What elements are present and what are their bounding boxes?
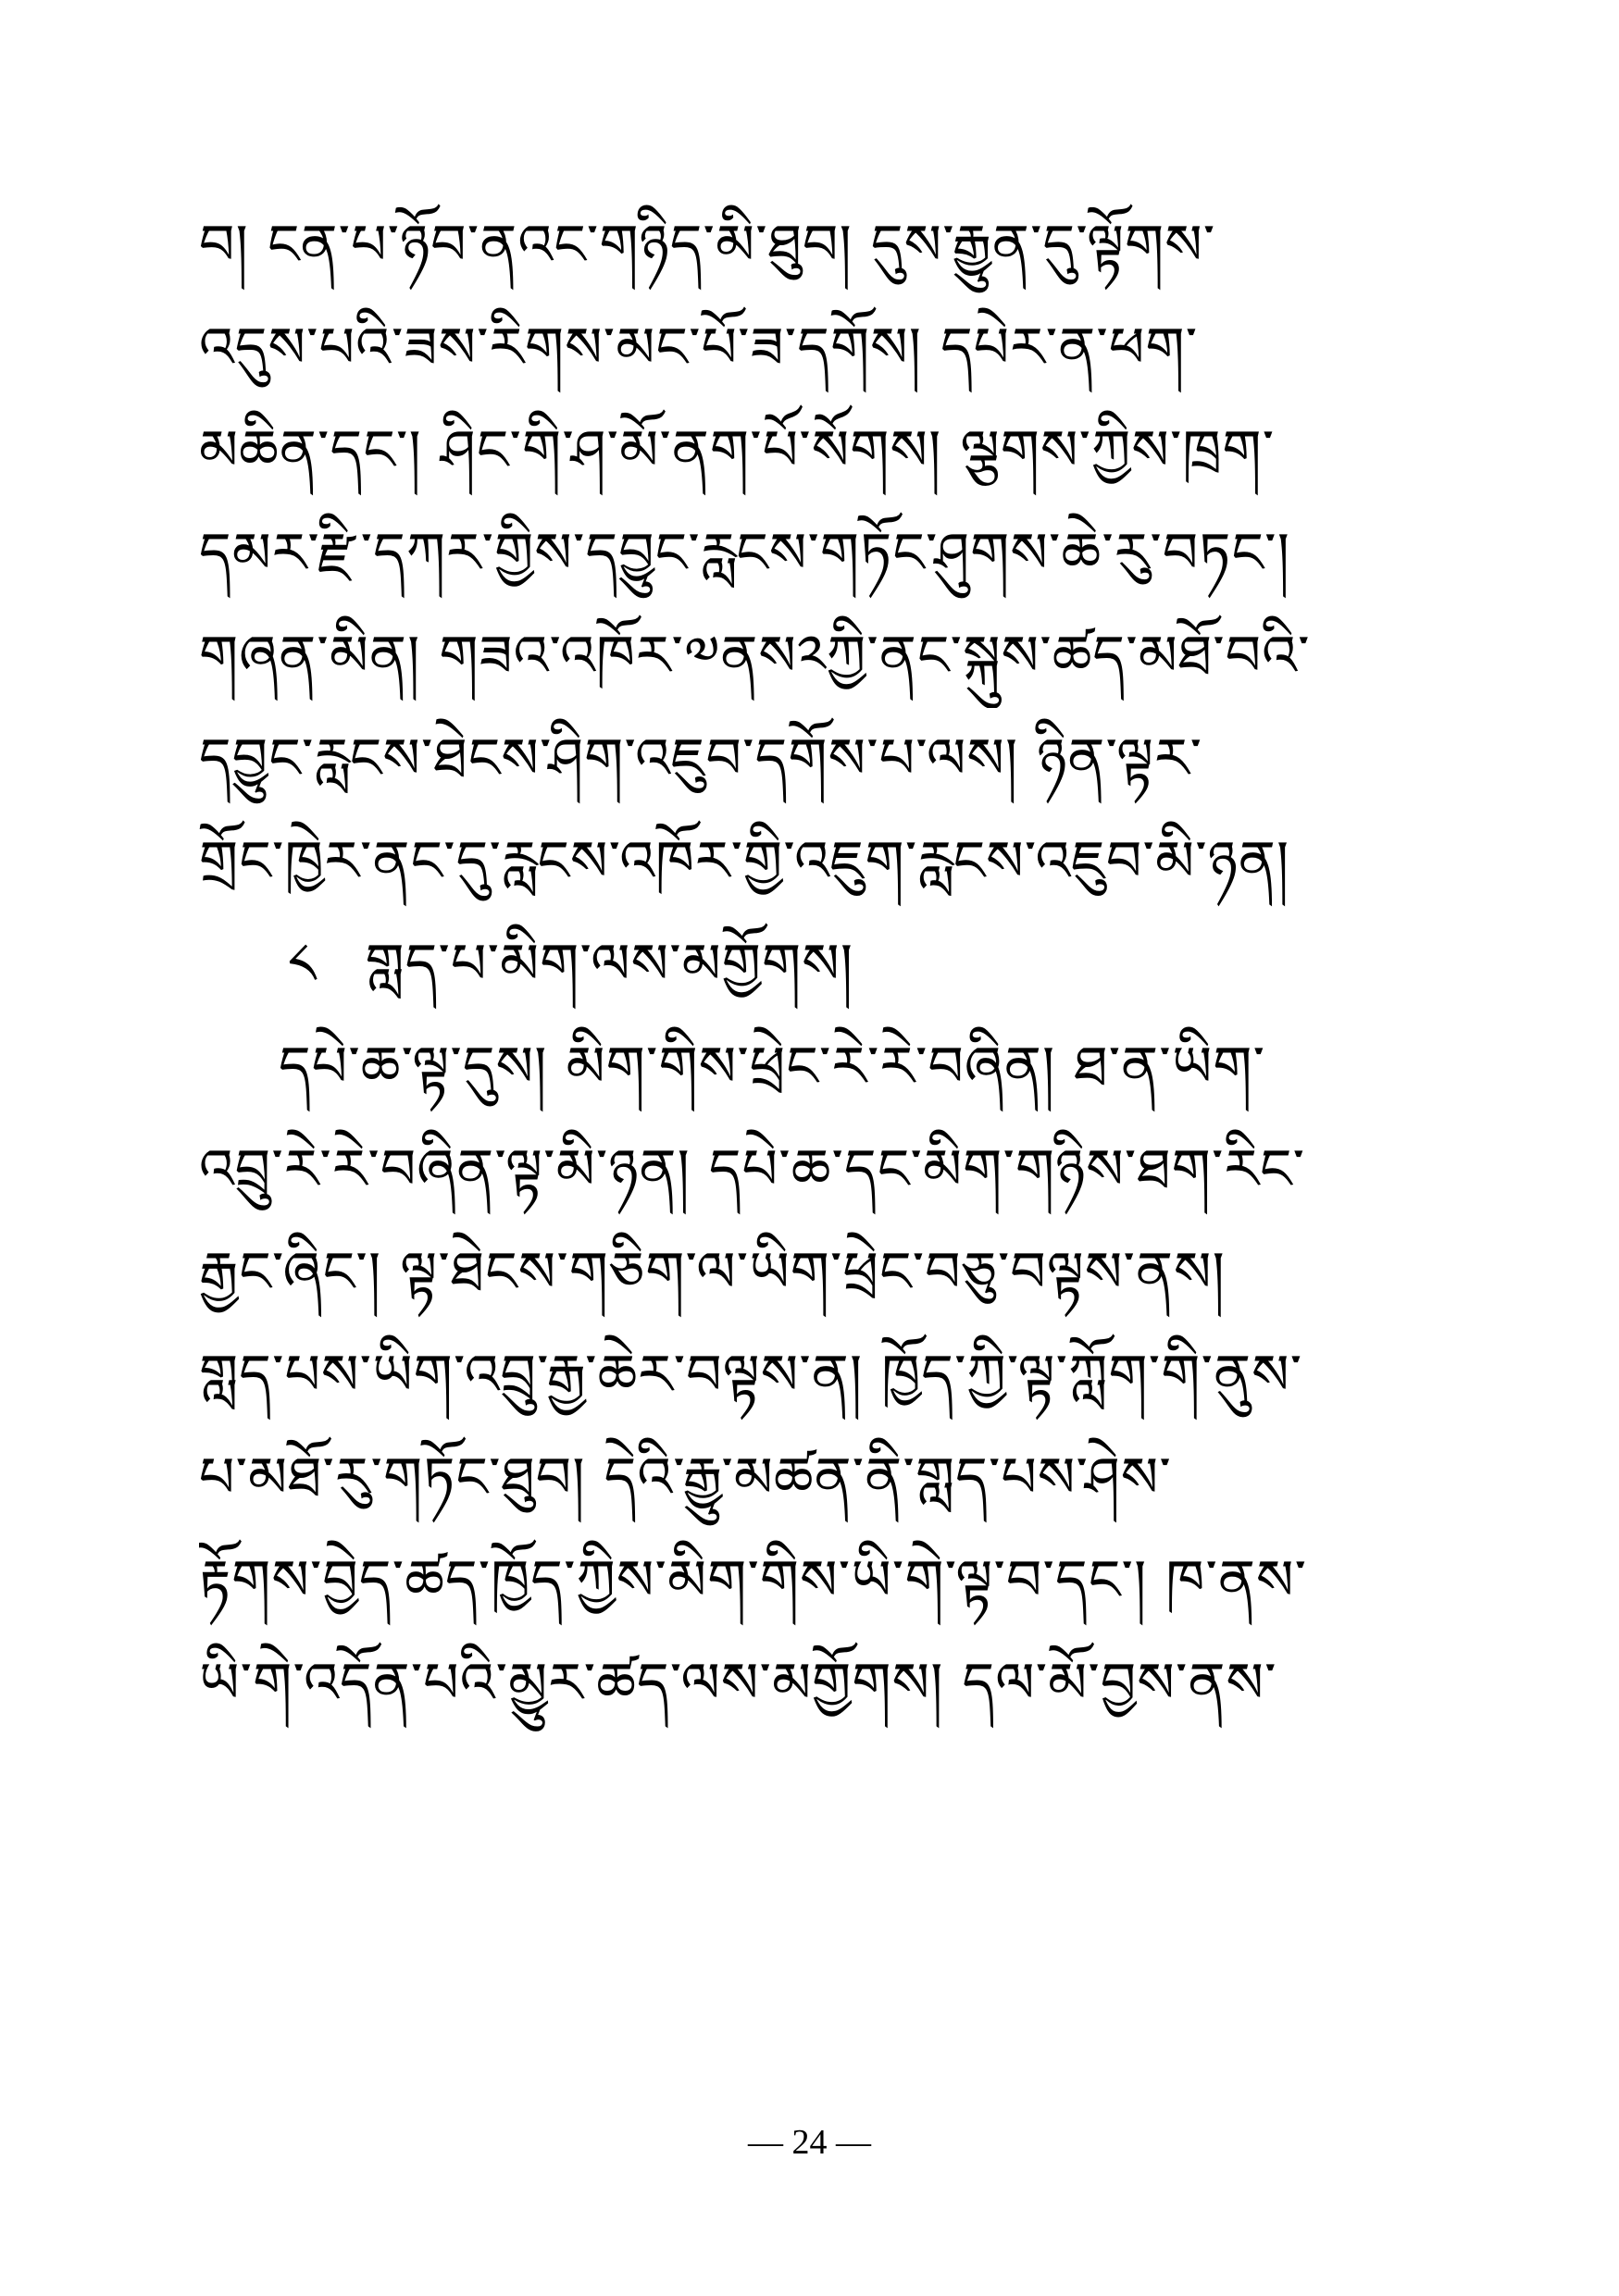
text-line: གླད་པས་ཡིག་འབྲུ་རྒྱ་ཆེར་བལྟས་ན། ཁྱོད་ཀྱི་ལྟ་ཀློག་གི་ནུས་ xyxy=(199,1343,1303,1408)
text-line: དབྱུང་རླངས་ཐེངས་ཤིག་འཇུབ་དགོས་པ་ལས། ཉིན་ལྟར་ xyxy=(199,726,1203,791)
section-number: ༨ xyxy=(288,932,318,997)
section-heading xyxy=(199,913,1421,1016)
text-line: གཞན་མིན། གཟའ་འཁོར་༧ནས༢ཀྱི་ནང་སྐུས་ཚད་མཐོ་བའི་ xyxy=(199,624,1311,689)
text-line: རྟོགས་བྱེད་ཚད་ཁྱོད་ཀྱིས་མིག་གིས་ཡི་གེ་ལྟ་བ་དང་། ཁ་ནས་ xyxy=(199,1548,1308,1613)
text-line: འབྲུ་རེ་རེ་བཞིན་ལྟ་མི་ཉན། དཔེ་ཆ་དང་མིག་གཉིས་ཐག་རིང་ xyxy=(199,1137,1306,1202)
text-line: པ་མཐོ་རུ་གཏོང་ཐུབ། དེའི་རྒྱུ་མཚན་ནི་གླད་པས་ཤེས་ xyxy=(199,1446,1172,1510)
paragraph-first-line: དཔེ་ཆ་ལྟ་དུས། མིག་གིས་ཕྲེང་རེ་རེ་བཞིན། ཐ་ན་ཡིག་ xyxy=(279,1035,1266,1099)
text-line: འདུས་པའི་ཟས་རིགས་མང་པོ་ཟ་དགོས། དཔེར་ན་ཕག་ xyxy=(199,316,1199,380)
section-title: གླད་པ་མིག་ལས་མགྱོགས། xyxy=(365,932,854,997)
text-line: མཆིན་དང་། ཤིང་གི་ཤ་མོ་ནག་པོ་སོགས། ལྕགས་ཀྱིས་ཁྲག་ xyxy=(199,418,1276,483)
text-line: ཡི་གེ་འདོན་པའི་མྱུར་ཚད་ལས་མགྱོགས། དལ་མོ་བྱས་ནས་ xyxy=(199,1651,1277,1716)
text-line: བ། ངན་པ་ཉོབ་ནའང་གཉིད་མི་ཐུབ། དུས་རྒྱུན་དུ་ལྟོགས་ xyxy=(199,213,1216,278)
text-line: གྲོང་ཁྱེར་ནང་དུ་རླངས་འཁོར་གྱི་འཇུག་རླངས་འཇུབ་མི་ཉན། xyxy=(199,829,1290,894)
text-line: དམར་རྫི་དཀར་གྱིས་དབྱུང་རླངས་གཏོང་ཤུགས་ཆེ་རུ་བཏང་། xyxy=(199,521,1290,586)
text-line: རྒྱང་ཞིང་། ལྟ་ཐེངས་གཅིག་ལ་ཡིག་ཕྲེང་བཅུ་བལྟས་ནས། xyxy=(199,1240,1226,1305)
body-text xyxy=(199,194,1421,1735)
page-number: — 24 — xyxy=(748,2123,871,2162)
